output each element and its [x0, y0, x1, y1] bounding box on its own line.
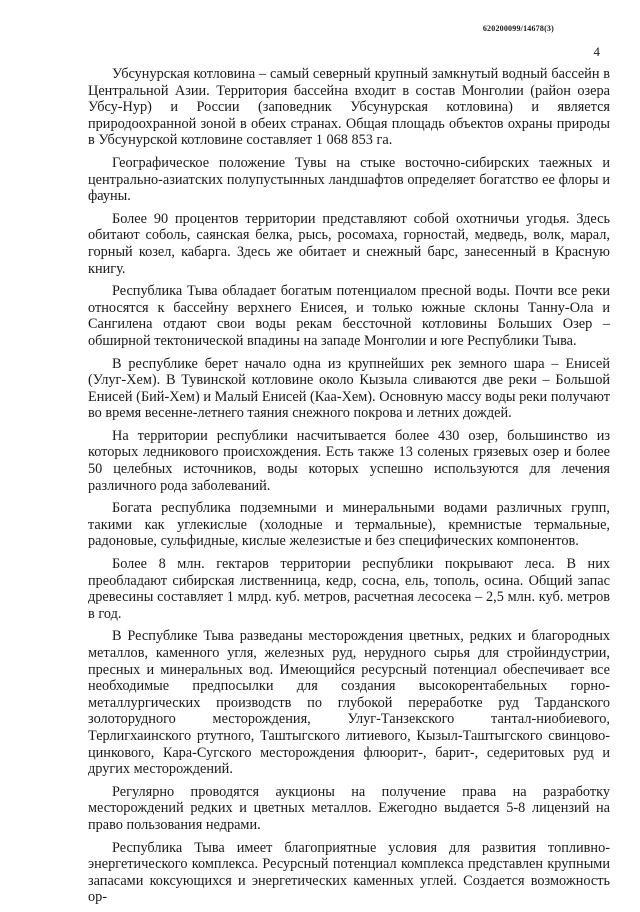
paragraph-energy-complex: Республика Тыва имеет благоприятные условия для развития топливно-энергетического комплекса. Ресурсный потенциал комплекса представлен крупными запасами коксующихся и энергетических каменных углей. Создается возможность ор- — [88, 839, 610, 906]
page-number: 4 — [593, 44, 600, 59]
paragraph-mineral-waters: Богата республика подземными и минеральными водами различных групп, такими как углекислые (холодные и термальные), кремнистые термальные, радоновые, сульфидные, кислые железистые и без специфических компонентов. — [88, 500, 610, 550]
paragraph-lakes: На территории республики насчитывается более 430 озер, большинство из которых ледникового происхождения. Есть также 13 соленых грязевых озер и более 50 целебных источников, воды которых успешно используются для лечения различного рода заболеваний. — [88, 427, 610, 494]
paragraph-auctions: Регулярно проводятся аукционы на получение права на разработку месторождений редких и цветных металлов. Ежегодно выдается 5-8 лицензий на право пользования недрами. — [88, 783, 610, 833]
paragraph-ubsunur-basin: Убсунурская котловина – самый северный крупный замкнутый водный бассейн в Центральной Азии. Территория бассейна входит в состав Монголии (район озера Убсу-Нур) и России (заповедник Убсунурская котловина) и является природоохранной зоной в обеих странах. Общая площадь объектов охраны природы в Убсунурской котловине составляет 1 068 853 га. — [88, 66, 610, 149]
paragraph-forests: Более 8 млн. гектаров территории республики покрывают леса. В них преобладают сибирская лиственница, кедр, сосна, ель, тополь, осина. Общий запас древесины составляет 1 млрд. куб. метров, расчетная лесосека – 2,5 млн. куб. метров в год. — [88, 556, 610, 622]
paragraph-yenisei: В республике берет начало одна из крупнейших рек земного шара – Енисей (Улуг-Хем). В Тувинской котловине около Кызыла сливаются две реки – Большой Енисей (Бий-Хем) и Малый Енисей (Каа-Хем). Основную массу воды реки получают во время весенне-летнего таяния снежного покрова и летних дождей. — [88, 355, 610, 422]
document-number: 620200099/14678(3) — [482, 24, 554, 33]
paragraph-mineral-deposits: В Республике Тыва разведаны месторождения цветных, редких и благородных металлов, каменного угля, железных руд, нерудного сырья для стройиндустрии, пресных и минеральных вод. Имеющийся ресурсный потенциал обеспечивает все необходимые предпосылки для создания высокорентабельных горно-металлургических производств по глубокой переработке руд Тарданского золоторудного месторождения, Улуг-Танзекского тантал-ниобиевого, Терлигхаинского ртутного, Таштыгского литиевого, Кызыл-Таштыгского свинцово-цинкового, Кара-Сугского месторождения флюорит-, барит-, седеритовых руд и других месторождений. — [88, 628, 610, 778]
paragraph-hunting-grounds: Более 90 процентов территории представляют собой охотничьи угодья. Здесь обитают соболь, саянская белка, рысь, росомаха, горностай, медведь, волк, марал, горный козел, кабарга. Здесь же обитает и снежный барс, занесенный в Красную книгу. — [88, 210, 610, 277]
document-body — [88, 66, 610, 912]
paragraph-geography: Географическое положение Тувы на стыке восточно-сибирских таежных и центрально-азиатских полупустынных ландшафтов определяет богатство ее флоры и фауны. — [88, 154, 610, 205]
paragraph-fresh-water: Республика Тыва обладает богатым потенциалом пресной воды. Почти все реки относятся к бассейну верхнего Енисея, и только южные склоны Танну-Ола и Сангилена отдают свои воды рекам бессточной котловины Больших Озер – обширной тектонической впадины на западе Монголии и юге Республики Тыва. — [88, 283, 610, 349]
